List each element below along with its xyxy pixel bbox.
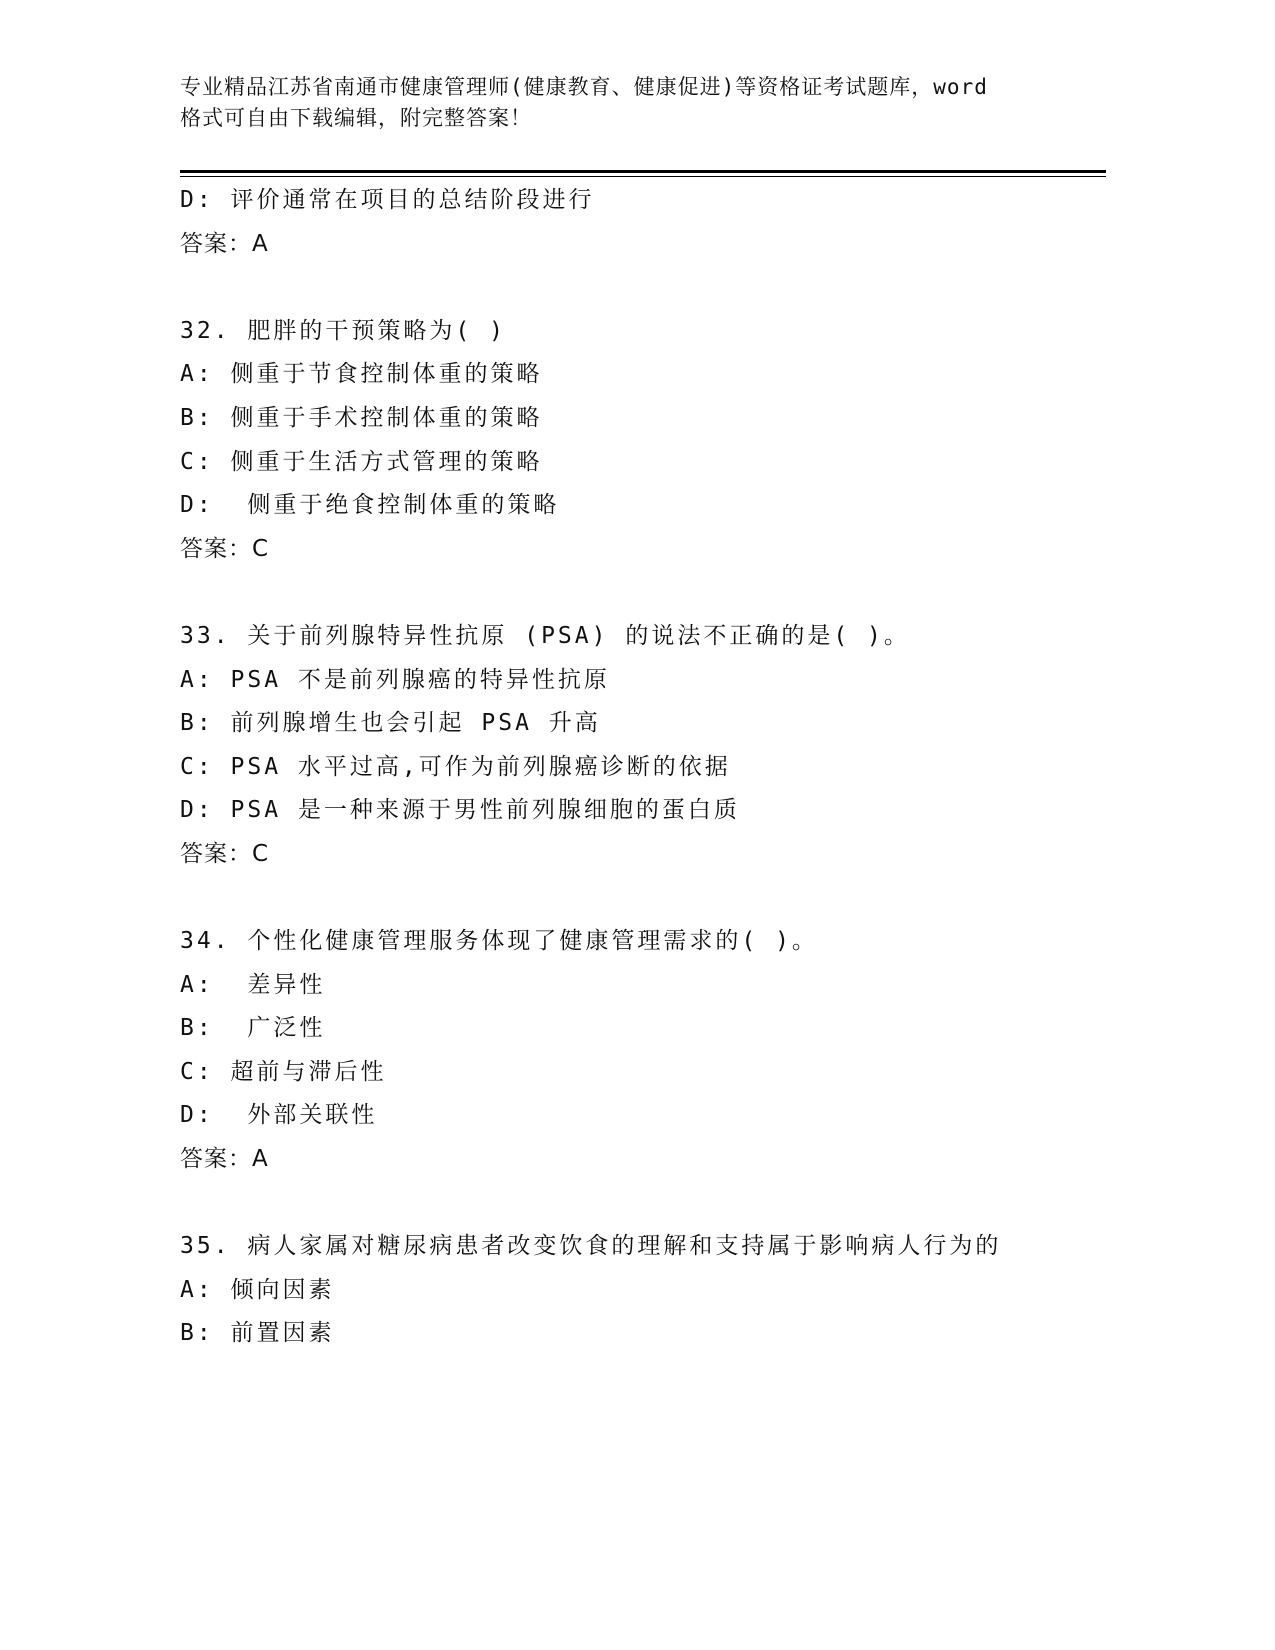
question-block xyxy=(180,920,1060,1182)
question-block xyxy=(180,310,1060,572)
option-c: C: 侧重于生活方式管理的策略 xyxy=(180,448,543,475)
option-b: B: 广泛性 xyxy=(180,1015,326,1042)
option-a: A: 侧重于节食控制体重的策略 xyxy=(180,361,543,388)
option-c: C: PSA 水平过高,可作为前列腺癌诊断的依据 xyxy=(180,753,731,780)
header-rule-thin xyxy=(180,176,1106,177)
option-a: A: PSA 不是前列腺癌的特异性抗原 xyxy=(180,666,610,693)
header-line-1: 专业精品江苏省南通市健康管理师(健康教育、健康促进)等资格证考试题库，word xyxy=(180,75,988,99)
option-b: B: 前列腺增生也会引起 PSA 升高 xyxy=(180,710,601,737)
header-line-2: 格式可自由下载编辑，附完整答案！ xyxy=(180,106,532,130)
option-a: A: 差异性 xyxy=(180,971,326,998)
option-d: D: 侧重于绝食控制体重的策略 xyxy=(180,492,560,519)
option-a: A: 倾向因素 xyxy=(180,1276,335,1303)
answer: 答案：A xyxy=(180,1146,269,1173)
option-d: D: 外部关联性 xyxy=(180,1102,378,1129)
option-c: C: 超前与滞后性 xyxy=(180,1058,387,1085)
option-b: B: 前置因素 xyxy=(180,1320,335,1347)
answer: 答案：C xyxy=(180,840,270,867)
question-title: 35. 病人家属对糖尿病患者改变饮食的理解和支持属于影响病人行为的 xyxy=(180,1233,1002,1260)
option-b: B: 侧重于手术控制体重的策略 xyxy=(180,404,543,431)
document-header xyxy=(180,72,1060,134)
header-rule-thick xyxy=(180,170,1106,173)
option-d: D: 评价通常在项目的总结阶段进行 xyxy=(180,187,595,213)
option-d: D: PSA 是一种来源于男性前列腺细胞的蛋白质 xyxy=(180,797,740,824)
question-title: 32. 肥胖的干预策略为( ) xyxy=(180,317,506,344)
question-title: 33. 关于前列腺特异性抗原 (PSA) 的说法不正确的是( )。 xyxy=(180,622,910,649)
answer: 答案：C xyxy=(180,535,270,562)
document-body xyxy=(180,179,1060,1356)
question-title: 34. 个性化健康管理服务体现了健康管理需求的( )。 xyxy=(180,928,818,955)
question-block xyxy=(180,1225,1060,1356)
previous-question-tail xyxy=(180,179,1060,266)
question-block xyxy=(180,615,1060,877)
answer: 答案：A xyxy=(180,230,269,257)
